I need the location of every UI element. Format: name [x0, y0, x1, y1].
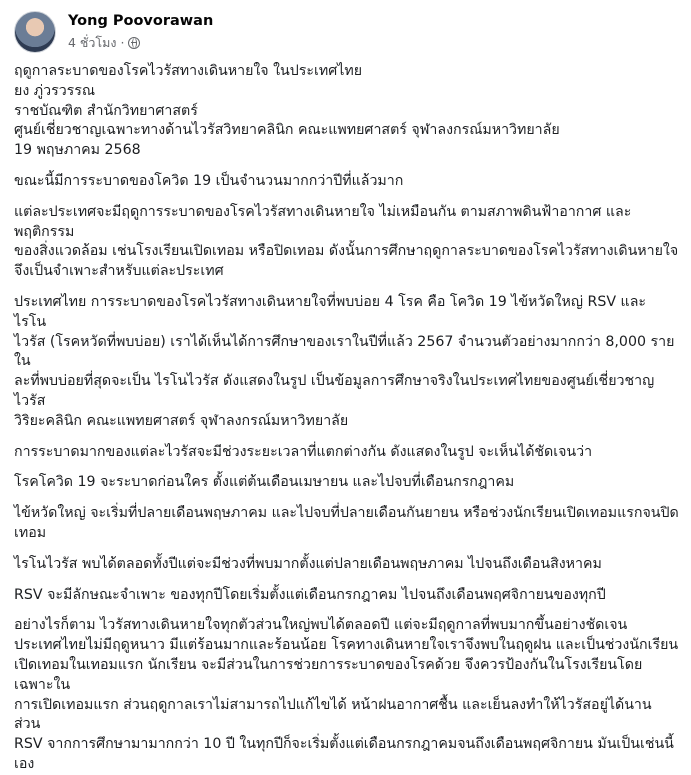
post-subline: [68, 33, 213, 53]
paragraph-line: ประเทศไทยไม่มีฤดูหนาว มีแต่ร้อนมากและร้อนน้อย โรคทางเดินหายใจเราจึงพบในฤดูฝน และเป็นช่วงนักเรียน: [14, 637, 679, 654]
paragraph-line: ไวรัส (โรคหวัดที่พบบ่อย) เราได้เห็นได้การศึกษาของเราในปีที่แล้ว 2567 จำนวนตัวอย่างมากกว่า 8,000 ราย ใน: [14, 333, 675, 370]
post-meta: [68, 12, 213, 53]
paragraph-line: การเปิดเทอมแรก ส่วนฤดูกาลเราไม่สามารถไปแก้ไขได้ หน้าฝนอากาศชื้น และเย็นลงทำให้ไวรัสอยู่ได้นาน ส่วน: [14, 696, 652, 733]
paragraph-line: เปิดเทอมในเทอมแรก นักเรียน จะมีส่วนในการช่วยการระบาดของโรคด้วย จึงควรป้องกันในโรงเรียนโดยเฉพาะใน: [14, 656, 643, 693]
paragraph-line: แต่ละประเทศจะมีฤดูการระบาดของโรคไวรัสทางเดินหายใจ ไม่เหมือนกัน ตามสภาพดินฟ้าอากาศ และพฤติกรรม: [14, 203, 632, 240]
post-paragraph: [14, 504, 679, 544]
paragraph-line: อย่างไรก็ตาม ไวรัสทางเดินหายใจทุกตัวส่วนใหญ่พบได้ตลอดปี แต่จะมีฤดูกาลที่พบมากขึ้นอย่างชัดเจน: [14, 617, 628, 634]
paragraph-line: การระบาดมากของแต่ละไวรัสจะมีช่วงระยะเวลาที่แตกต่างกัน ดังแสดงในรูป จะเห็นได้ชัดเจนว่า: [14, 443, 593, 460]
paragraph-line: ไข้หวัดใหญ่ จะเริ่มที่ปลายเดือนพฤษภาคม และไปจบที่ปลายเดือนกันยายน หรือช่วงนักเรียนเปิดเทอมแรกจนปิด: [14, 505, 679, 522]
post-paragraph: [14, 172, 679, 192]
paragraph-line: RSV จะมีลักษณะจำเพาะ ของทุกปีโดยเริ่มตั้งแต่เดือนกรกฎาคม ไปจนถึงเดือนพฤศจิกายนของทุกปี: [14, 586, 606, 603]
post-header: [12, 8, 679, 56]
post-paragraphs: [14, 172, 679, 775]
paragraph-line: ของสิ่งแวดล้อม เช่นโรงเรียนเปิดเทอม หรือปิดเทอม ดังนั้นการศึกษาฤดูกาลระบาดของโรคไวรัสทางเดินหายใจ: [14, 243, 679, 260]
post-paragraph: [14, 443, 679, 463]
paragraph-line: วิริยะคลินิก คณะแพทยศาสตร์ จุฬาลงกรณ์มหาวิทยาลัย: [14, 412, 349, 429]
post-paragraph: [14, 586, 679, 606]
intro-line: ยง ภู่วรวรรณ: [14, 82, 96, 99]
post-paragraph: [14, 473, 679, 493]
paragraph-line: ประเทศไทย การระบาดของโรคไวรัสทางเดินหายใจที่พบบ่อย 4 โรค คือ โควิด 19 ไข้หวัดใหญ่ RSV และ ไรโน: [14, 293, 647, 330]
post-body: [12, 62, 679, 775]
paragraph-line: จึงเป็นจำเพาะสำหรับแต่ละประเทศ: [14, 263, 224, 280]
intro-line: ศูนย์เชี่ยวชาญเฉพาะทางด้านไวรัสวิทยาคลินิก คณะแพทยศาสตร์ จุฬาลงกรณ์มหาวิทยาลัย: [14, 122, 560, 139]
paragraph-line: RSV จากการศึกษามามากกว่า 10 ปี ในทุกปีก็จะเริ่มตั้งแต่เดือนกรกฎาคมจนถึงเดือนพฤศจิกายน มันเป็นเช่นนี้เอง: [14, 736, 674, 772]
post-paragraph: [14, 555, 679, 575]
author-name[interactable]: Yong Poovorawan: [68, 12, 214, 29]
post-intro: [14, 62, 679, 161]
intro-line: 19 พฤษภาคม 2568: [14, 142, 141, 159]
post-paragraph: [14, 203, 679, 282]
intro-line: ฤดูกาลระบาดของโรคไวรัสทางเดินหายใจ ในประเทศไทย: [14, 63, 363, 79]
intro-line: ราชบัณฑิต สำนักวิทยาศาสตร์: [14, 102, 198, 119]
globe-icon[interactable]: [128, 37, 140, 49]
paragraph-line: ละที่พบบ่อยที่สุดจะเป็น ไรโนไวรัส ดังแสดงในรูป เป็นข้อมูลการศึกษาจริงในประเทศไทยของศูนย์เชี่ยวชาญไวรัส: [14, 373, 655, 409]
post-paragraph: [14, 293, 679, 432]
paragraph-line: เทอม: [14, 524, 47, 541]
separator-dot: ·: [120, 35, 125, 50]
paragraph-line: ไรโนไวรัส พบได้ตลอดทั้งปีแต่จะมีช่วงที่พบมากตั้งแต่ปลายเดือนพฤษภาคม ไปจนถึงเดือนสิงหาคม: [14, 555, 602, 572]
paragraph-line: โรคโควิด 19 จะระบาดก่อนใคร ตั้งแต่ต้นเดือนเมษายน และไปจบที่เดือนกรกฎาคม: [14, 474, 515, 491]
post-paragraph: [14, 616, 679, 774]
author-avatar[interactable]: [14, 11, 56, 53]
paragraph-line: ขณะนี้มีการระบาดของโควิด 19 เป็นจำนวนมากกว่าปีที่แล้วมาก: [14, 172, 404, 189]
post-timestamp[interactable]: 4 ชั่วโมง: [68, 34, 117, 50]
